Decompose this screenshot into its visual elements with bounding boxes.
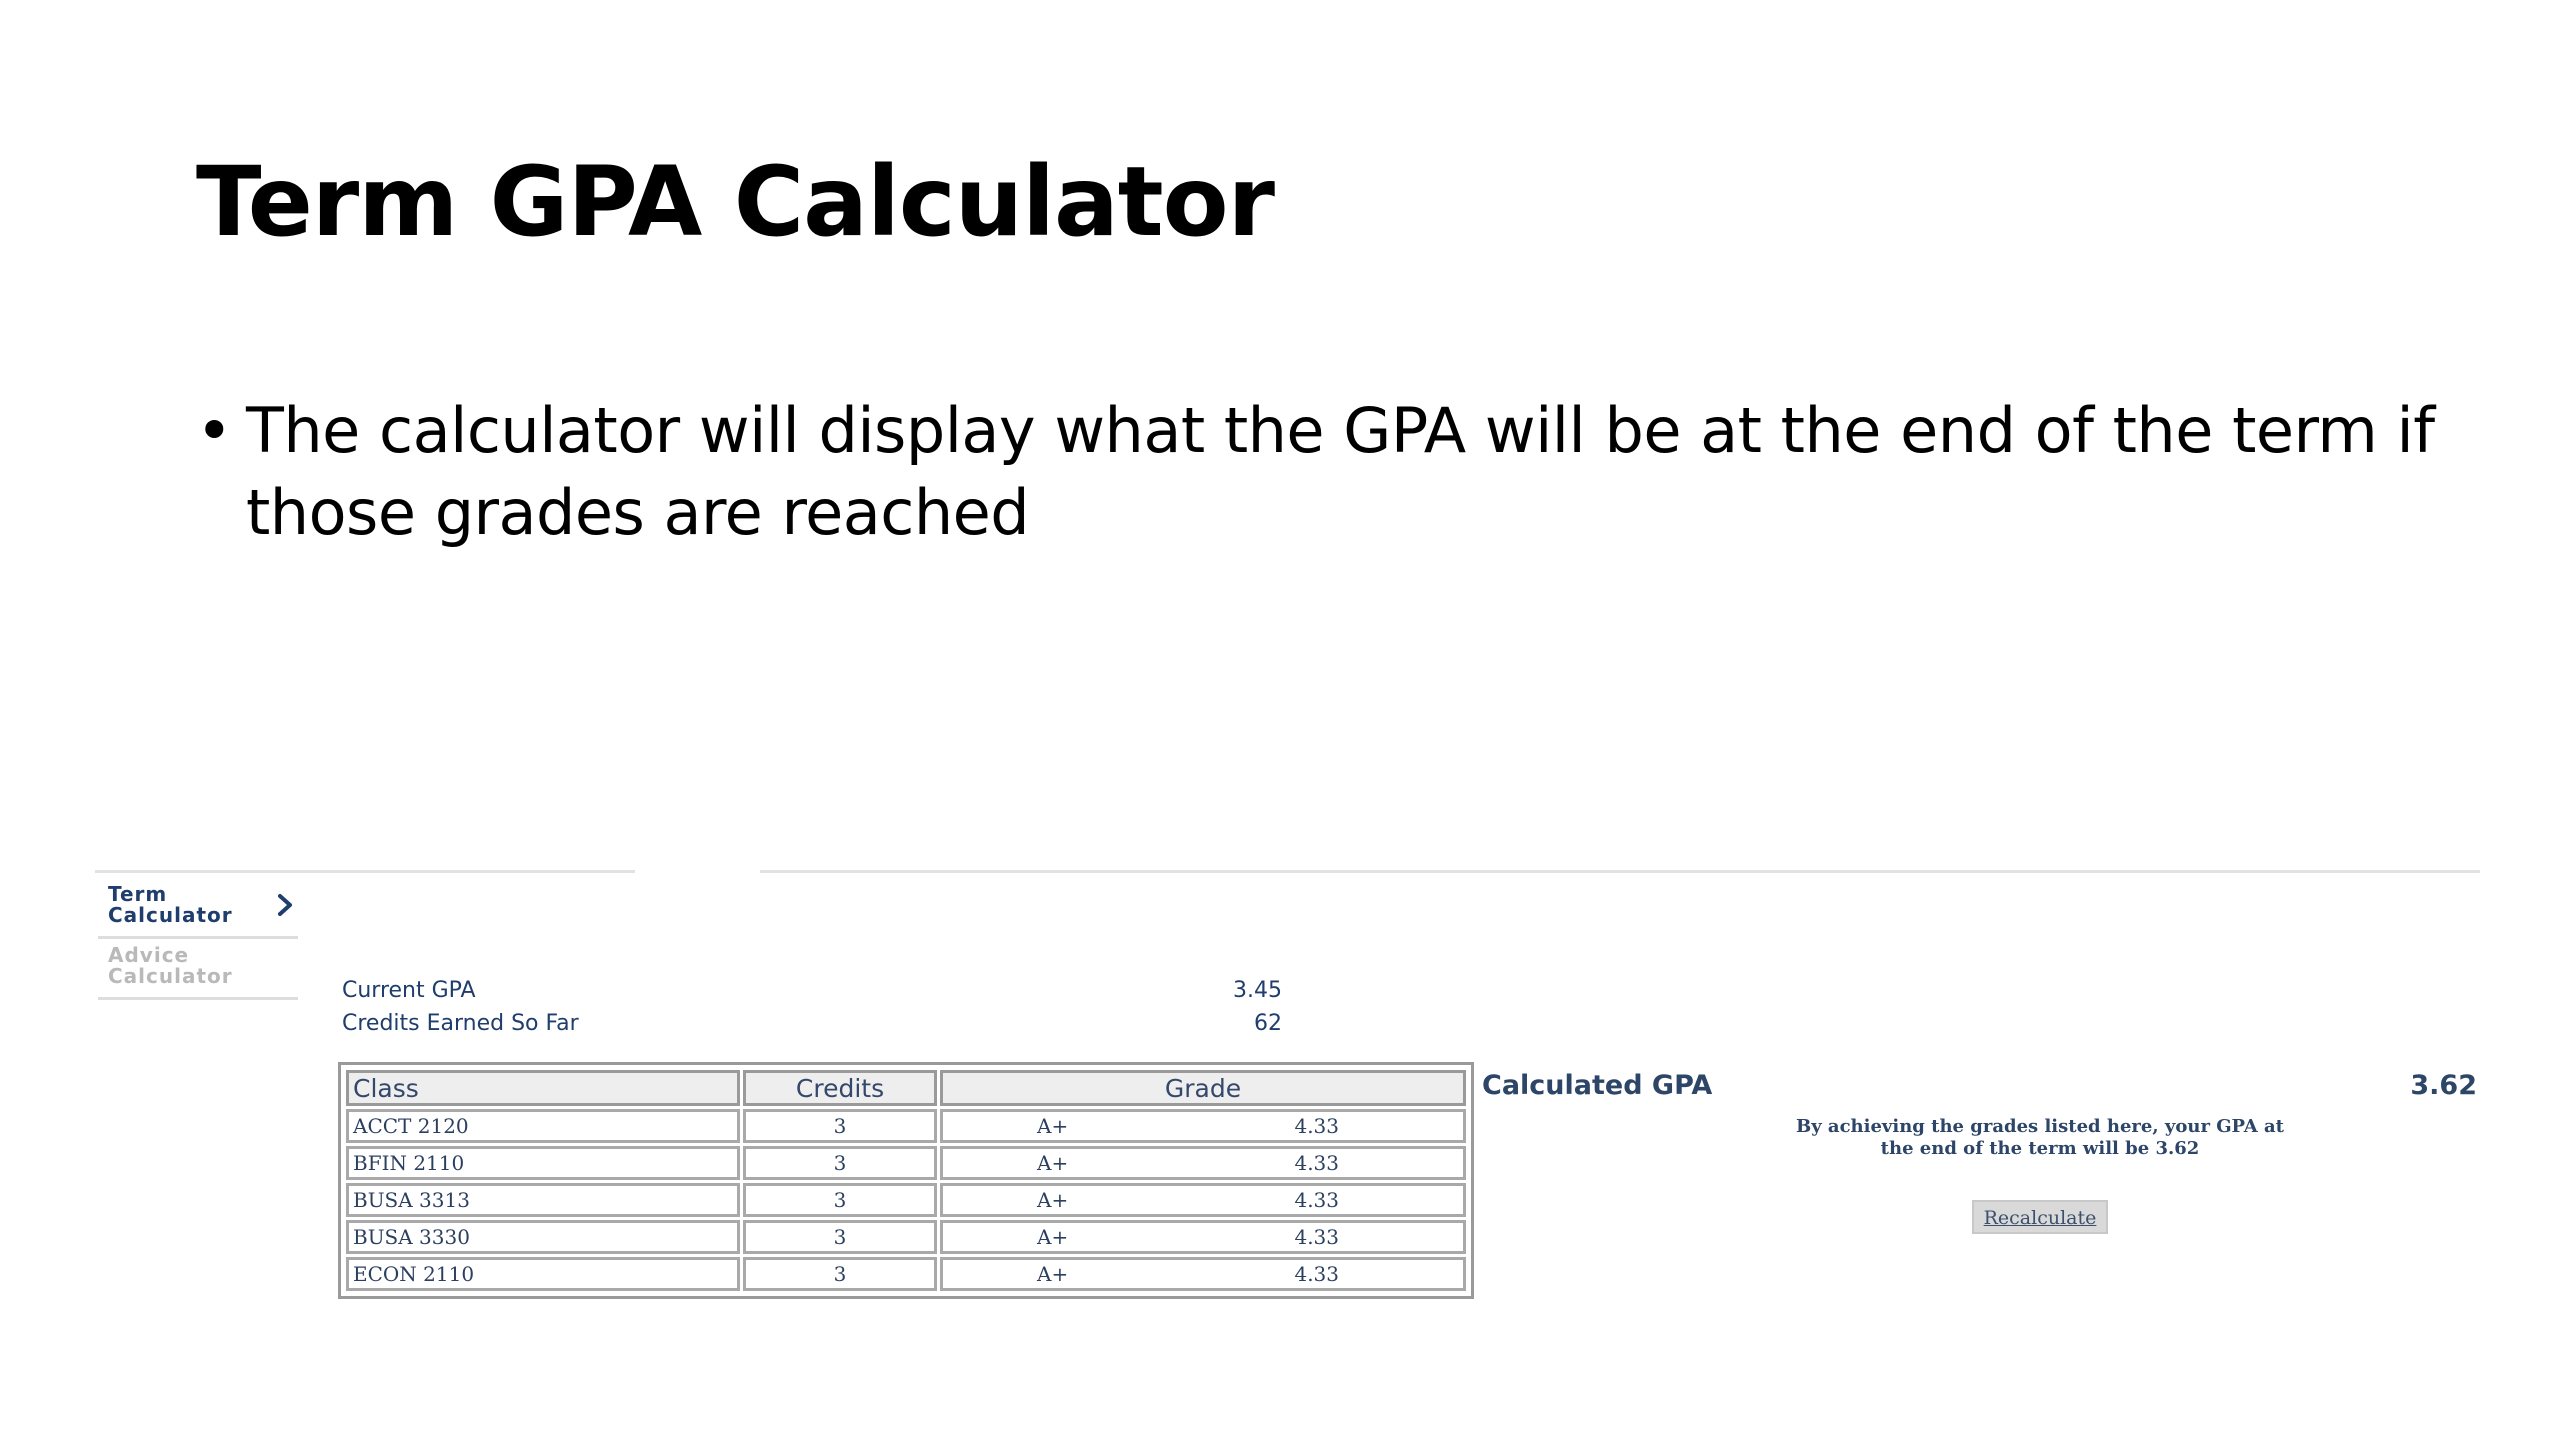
class-cell: BFIN 2110 xyxy=(346,1146,740,1180)
grade-letter: A+ xyxy=(1037,1225,1069,1249)
credits-cell[interactable]: 3 xyxy=(743,1257,937,1291)
table-row xyxy=(346,1109,1466,1143)
grade-cell[interactable] xyxy=(940,1109,1466,1143)
nav-item-label: Advice Calculator xyxy=(108,943,233,988)
grade-points: 4.33 xyxy=(1294,1188,1339,1212)
credits-label: Credits Earned So Far xyxy=(342,1011,579,1036)
calculated-gpa-label: Calculated GPA xyxy=(1482,1070,1713,1101)
grade-letter: A+ xyxy=(1037,1151,1069,1175)
grade-letter: A+ xyxy=(1037,1188,1069,1212)
current-gpa-label: Current GPA xyxy=(342,978,476,1003)
slide-bullet xyxy=(196,390,2446,554)
bullet-text: The calculator will display what the GPA will be at the end of the term if those grades are reached xyxy=(246,394,2435,549)
calculated-gpa-value: 3.62 xyxy=(2410,1070,2477,1101)
table-row xyxy=(346,1257,1466,1291)
table-row xyxy=(346,1220,1466,1254)
slide-title: Term GPA Calculator xyxy=(196,146,1274,258)
grade-letter: A+ xyxy=(1037,1262,1069,1286)
credits-row xyxy=(342,1007,1282,1040)
table-header-row xyxy=(346,1070,1466,1106)
credits-cell[interactable]: 3 xyxy=(743,1146,937,1180)
nav-item-advice-calculator[interactable] xyxy=(98,939,298,1000)
table-row xyxy=(346,1183,1466,1217)
current-gpa-row xyxy=(342,974,1282,1007)
credits-cell[interactable]: 3 xyxy=(743,1183,937,1217)
recalculate-button[interactable]: Recalculate xyxy=(1972,1200,2108,1234)
bullet-dot: • xyxy=(196,394,233,467)
grade-cell[interactable] xyxy=(940,1183,1466,1217)
column-header-class: Class xyxy=(346,1070,740,1106)
table-row xyxy=(346,1146,1466,1180)
grade-points: 4.33 xyxy=(1294,1114,1339,1138)
class-cell: BUSA 3330 xyxy=(346,1220,740,1254)
chevron-right-icon xyxy=(272,892,298,918)
grade-letter: A+ xyxy=(1037,1114,1069,1138)
current-gpa-value: 3.45 xyxy=(1233,978,1282,1003)
divider-right xyxy=(760,870,2480,873)
calculator-nav xyxy=(98,878,298,1000)
divider-left xyxy=(95,870,635,873)
calculated-gpa xyxy=(1482,1070,2477,1101)
grade-cell[interactable] xyxy=(940,1257,1466,1291)
nav-item-label: Term Calculator xyxy=(108,882,233,927)
grade-points: 4.33 xyxy=(1294,1151,1339,1175)
grade-cell[interactable] xyxy=(940,1220,1466,1254)
credits-value: 62 xyxy=(1254,1011,1282,1036)
grade-points: 4.33 xyxy=(1294,1262,1339,1286)
class-cell: ECON 2110 xyxy=(346,1257,740,1291)
grade-table xyxy=(338,1062,1474,1299)
class-cell: BUSA 3313 xyxy=(346,1183,740,1217)
column-header-credits: Credits xyxy=(743,1070,937,1106)
grade-points: 4.33 xyxy=(1294,1225,1339,1249)
gpa-summary xyxy=(342,974,1282,1040)
nav-item-term-calculator[interactable] xyxy=(98,878,298,939)
class-cell: ACCT 2120 xyxy=(346,1109,740,1143)
column-header-grade: Grade xyxy=(940,1070,1466,1106)
gpa-note: By achieving the grades listed here, your GPA at the end of the term will be 3.62 xyxy=(1795,1116,2284,1159)
credits-cell[interactable]: 3 xyxy=(743,1220,937,1254)
credits-cell[interactable]: 3 xyxy=(743,1109,937,1143)
grade-cell[interactable] xyxy=(940,1146,1466,1180)
